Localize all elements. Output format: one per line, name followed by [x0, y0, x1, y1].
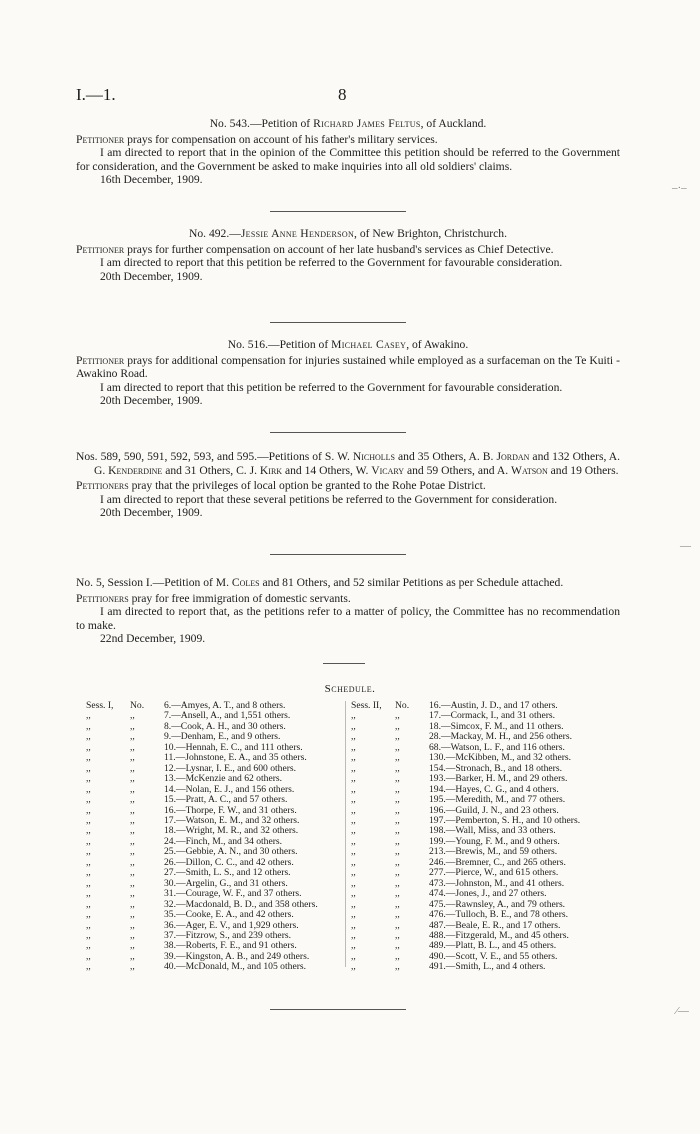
session-label: ,, [86, 773, 91, 785]
number-label: ,, [395, 919, 400, 931]
session-label: ,, [86, 888, 91, 900]
petition-entry: 16.—Austin, J. D., and 17 others. [429, 700, 558, 711]
schedule-entry [86, 910, 338, 920]
petition-entry: 14.—Nolan, E. J., and 156 others. [164, 783, 295, 795]
number-label: ,, [395, 950, 400, 962]
session-label: ,, [86, 783, 91, 795]
petition-entry: 193.—Barker, H. M., and 29 others. [429, 773, 568, 785]
petition-entry: 16.—Thorpe, F. W., and 31 others. [164, 804, 297, 816]
petition-title: Nos. 589, 590, 591, 592, 593, and 595.—Petitions of S. W. Nicholls and 35 Others, A. B. Jordan and 132 Others, A. G. Kenderdine and 31 Others, C. J. Kirk and 14 Others, W. Vicary and 59 Others, and A. Watson and 19 Others. [76, 450, 621, 477]
number-label: ,, [130, 752, 135, 764]
number-label: ,, [130, 867, 135, 879]
session-label: ,, [351, 940, 356, 952]
session-label: ,, [86, 762, 91, 774]
petition-entry: 8.—Cook, A. H., and 30 others. [164, 720, 286, 732]
petition-entry: 26.—Dillon, C. C., and 42 others. [164, 856, 294, 868]
petition-entry: 40.—McDonald, M., and 105 others. [164, 961, 307, 973]
number-label: ,, [130, 825, 135, 837]
number-label: ,, [395, 752, 400, 764]
number-label: ,, [130, 741, 135, 753]
schedule-session-1-list [86, 701, 338, 973]
number-label: ,, [130, 846, 135, 858]
number-label: ,, [130, 720, 135, 732]
petition-entry: 25.—Gebbie, A. N., and 30 others. [164, 846, 298, 858]
number-label: ,, [395, 846, 400, 858]
report-date: 20th December, 1909. [100, 394, 203, 407]
petition-entry: 6.—Amyes, A. T., and 8 others. [164, 700, 286, 711]
petition-entry: 36.—Ager, E. V., and 1,929 others. [164, 919, 299, 931]
number-label: ,, [395, 898, 400, 910]
session-label: ,, [351, 846, 356, 858]
session-label: ,, [86, 856, 91, 868]
petition-entry: 30.—Argelin, G., and 31 others. [164, 877, 288, 889]
schedule-entry [351, 910, 621, 920]
committee-report: I am directed to report that these several petitions be referred to the Government for consideration. [100, 492, 558, 506]
session-label: ,, [86, 741, 91, 753]
margin-scan-mark: ⁄— [676, 1005, 689, 1017]
petition-prayer: Petitioners pray for free immigration of domestic servants. [76, 591, 351, 605]
session-label: ,, [86, 825, 91, 837]
schedule-heading: Schedule. [324, 683, 376, 695]
session-label: ,, [86, 720, 91, 732]
petition-entry: 196.—Guild, J. N., and 23 others. [429, 804, 559, 816]
petition-title: No. 492.—Jessie Anne Henderson, of New Brighton, Christchurch. [189, 227, 507, 240]
petition-entry: 487.—Beale, E. R., and 17 others. [429, 919, 561, 931]
section-divider [323, 663, 365, 664]
petition-entry: 194.—Hayes, C. G., and 4 others. [429, 783, 559, 795]
petition-543 [76, 117, 620, 187]
number-label: ,, [130, 929, 135, 941]
section-divider [270, 554, 406, 555]
session-label: ,, [351, 877, 356, 889]
number-label: ,, [130, 773, 135, 785]
end-rule [270, 1009, 406, 1010]
session-label: Sess. I, [86, 700, 114, 711]
schedule-entry [351, 795, 621, 805]
session-label: ,, [351, 814, 356, 826]
session-label: ,, [351, 929, 356, 941]
number-label: ,, [130, 888, 135, 900]
number-label: ,, [130, 762, 135, 774]
section-divider [270, 211, 406, 212]
number-label: ,, [130, 794, 135, 806]
petition-entry: 246.—Bremner, C., and 265 others. [429, 856, 566, 868]
schedule-entry [351, 962, 621, 972]
session-label: ,, [86, 919, 91, 931]
committee-report: I am directed to report that this petition be referred to the Government for favourable consideration. [100, 256, 563, 269]
petition-entry: 476.—Tulloch, B. E., and 78 others. [429, 909, 569, 921]
petition-entry: 13.—McKenzie and 62 others. [164, 773, 283, 785]
petitioner-name: Richard James Feltus [313, 117, 421, 130]
petition-entry: 130.—McKibben, M., and 32 others. [429, 752, 572, 764]
number-label: ,, [395, 794, 400, 806]
number-label: ,, [130, 835, 135, 847]
petition-516 [76, 338, 620, 408]
number-label: ,, [395, 825, 400, 837]
number-label: ,, [395, 731, 400, 743]
petition-entry: 15.—Pratt, A. C., and 57 others. [164, 794, 288, 806]
petition-entry: 154.—Stronach, B., and 18 others. [429, 762, 562, 774]
report-date: 20th December, 1909. [100, 269, 203, 283]
number-label: ,, [130, 783, 135, 795]
number-label: ,, [130, 950, 135, 962]
page-number: 8 [338, 85, 347, 104]
session-label: ,, [86, 877, 91, 889]
session-label: ,, [86, 804, 91, 816]
number-label: ,, [395, 940, 400, 952]
petition-entry: 37.—Fitzrow, S., and 239 others. [164, 929, 292, 941]
petition-entry: 475.—Rawnsley, A., and 79 others. [429, 898, 566, 910]
petition-entry: 17.—Cormack, I., and 31 others. [429, 710, 556, 722]
report-date: 22nd December, 1909. [100, 632, 206, 645]
session-label: ,, [86, 794, 91, 806]
petition-entry: 38.—Roberts, F. E., and 91 others. [164, 940, 297, 952]
margin-scan-mark: — [680, 540, 691, 552]
session-label: ,, [86, 752, 91, 764]
number-label: ,, [130, 919, 135, 931]
session-label: ,, [351, 919, 356, 931]
petition-entry: 198.—Wall, Miss, and 33 others. [429, 825, 556, 837]
schedule-column-divider [345, 701, 346, 967]
number-label: ,, [130, 877, 135, 889]
petition-entry: 28.—Mackay, M. H., and 256 others. [429, 731, 572, 743]
session-label: ,, [86, 846, 91, 858]
number-label: ,, [395, 888, 400, 900]
number-label: ,, [395, 877, 400, 889]
committee-report: I am directed to report that, as the petitions refer to a matter of policy, the Committee has no recommendation to make. [76, 605, 620, 632]
number-label: ,, [395, 762, 400, 774]
session-label: Sess. II, [351, 700, 382, 711]
number-label: ,, [395, 835, 400, 847]
committee-report: I am directed to report that in the opinion of the Committee this petition should be referred to the Government for consideration, and the Government be asked to make inquiries into all old soldiers' claims. [76, 146, 620, 173]
schedule-entry [86, 795, 338, 805]
petition-entry: 35.—Cooke, E. A., and 42 others. [164, 909, 294, 921]
number-label: ,, [130, 731, 135, 743]
number-label: ,, [130, 856, 135, 868]
petition-entry: 10.—Hennah, E. C., and 111 others. [164, 741, 303, 753]
number-label: ,, [130, 710, 135, 722]
number-label: ,, [395, 804, 400, 816]
petition-entry: 199.—Young, F. M., and 9 others. [429, 835, 560, 847]
petition-prayer: Petitioner prays for further compensation on account of her late husband's services as Chief Detective. [76, 242, 554, 256]
number-label: ,, [395, 867, 400, 879]
session-label: ,, [351, 961, 356, 973]
petition-entry: 213.—Brewis, M., and 59 others. [429, 846, 558, 858]
session-label: ,, [86, 909, 91, 921]
petition-entry: 9.—Denham, E., and 9 others. [164, 731, 281, 743]
petition-5-session-1 [76, 576, 620, 646]
session-label: ,, [86, 940, 91, 952]
session-label: ,, [86, 835, 91, 847]
margin-scan-mark: –·– [672, 182, 687, 194]
petition-entry: 27.—Smith, L. S., and 12 others. [164, 867, 291, 879]
petition-entry: 473.—Johnston, M., and 41 others. [429, 877, 565, 889]
petition-prayer: Petitioners pray that the privileges of local option be granted to the Rohe Potae District. [76, 479, 486, 492]
petition-entry: 489.—Platt, B. L., and 45 others. [429, 940, 557, 952]
session-label: ,, [351, 825, 356, 837]
number-label: ,, [395, 929, 400, 941]
number-label: ,, [395, 720, 400, 732]
session-label: ,, [351, 762, 356, 774]
session-label: ,, [351, 909, 356, 921]
session-label: ,, [351, 741, 356, 753]
number-label: ,, [395, 710, 400, 722]
paper-reference: I.—1. [76, 85, 116, 104]
petition-title: No. 5, Session I.—Petition of M. Coles and 81 Others, and 52 similar Petitions as per Schedule attached. [76, 576, 564, 589]
petition-entry: 31.—Courage, W. F., and 37 others. [164, 888, 302, 900]
petition-entry: 32.—Macdonald, B. D., and 358 others. [164, 898, 318, 910]
number-label: ,, [130, 909, 135, 921]
session-label: ,, [351, 856, 356, 868]
number-label: No. [395, 700, 410, 711]
petition-492 [76, 227, 620, 283]
section-divider [270, 432, 406, 433]
petition-entry: 491.—Smith, L., and 4 others. [429, 961, 546, 973]
number-label: ,, [395, 814, 400, 826]
schedule-entry [86, 962, 338, 972]
petition-prayer: Petitioner prays for additional compensation for injuries sustained while employed as a surfaceman on the Te Kuiti - Awakino Road. [76, 353, 620, 380]
petition-prayer: Petitioner prays for compensation on account of his father's military services. [76, 132, 438, 146]
number-label: ,, [130, 898, 135, 910]
number-label: ,, [130, 940, 135, 952]
petition-entry: 488.—Fitzgerald, M., and 45 others. [429, 929, 569, 941]
session-label: ,, [86, 710, 91, 722]
number-label: ,, [130, 804, 135, 816]
session-label: ,, [86, 867, 91, 879]
session-label: ,, [351, 752, 356, 764]
report-date: 20th December, 1909. [100, 506, 203, 519]
session-label: ,, [86, 929, 91, 941]
session-label: ,, [86, 961, 91, 973]
session-label: ,, [351, 783, 356, 795]
number-label: ,, [395, 783, 400, 795]
session-label: ,, [351, 867, 356, 879]
petition-entry: 18.—Simcox, F. M., and 11 others. [429, 720, 564, 732]
section-divider [270, 322, 406, 323]
petition-title: No. 543.—Petition of Richard James Feltus, of Auckland. [209, 117, 487, 130]
committee-report: I am directed to report that this petition be referred to the Government for favourable consideration. [100, 380, 563, 394]
petition-entry: 68.—Watson, L. F., and 116 others. [429, 741, 565, 753]
petition-entry: 474.—Jones, J., and 27 others. [429, 888, 547, 900]
number-label: ,, [395, 909, 400, 921]
number-label: ,, [395, 741, 400, 753]
session-label: ,, [351, 720, 356, 732]
petitions-589-595 [76, 450, 620, 520]
session-label: ,, [86, 950, 91, 962]
petition-entry: 197.—Pemberton, S. H., and 10 others. [429, 814, 581, 826]
petitioner-name: Jessie Anne Henderson [240, 227, 355, 240]
petition-entry: 195.—Meredith, M., and 77 others. [429, 794, 566, 806]
number-label: ,, [395, 856, 400, 868]
session-label: ,, [351, 804, 356, 816]
schedule-session-2-list [351, 701, 621, 973]
petition-entry: 7.—Ansell, A., and 1,551 others. [164, 710, 291, 722]
petitioner-name: Michael Casey [331, 338, 407, 351]
petition-entry: 277.—Pierce, W., and 615 others. [429, 867, 559, 879]
number-label: No. [130, 700, 145, 711]
session-label: ,, [351, 710, 356, 722]
report-date: 16th December, 1909. [100, 173, 203, 186]
session-label: ,, [86, 731, 91, 743]
session-label: ,, [351, 773, 356, 785]
session-label: ,, [351, 888, 356, 900]
number-label: ,, [395, 961, 400, 973]
session-label: ,, [351, 731, 356, 743]
petition-entry: 490.—Scott, V. E., and 55 others. [429, 950, 558, 962]
session-label: ,, [351, 835, 356, 847]
session-label: ,, [351, 794, 356, 806]
petition-entry: 11.—Johnstone, E. A., and 35 others. [164, 752, 307, 764]
petition-entry: 17.—Watson, E. M., and 32 others. [164, 814, 300, 826]
session-label: ,, [86, 814, 91, 826]
petition-entry: 12.—Lysnar, I. E., and 600 others. [164, 762, 297, 774]
petition-entry: 39.—Kingston, A. B., and 249 others. [164, 950, 310, 962]
number-label: ,, [395, 773, 400, 785]
session-label: ,, [86, 898, 91, 910]
petition-title: No. 516.—Petition of Michael Casey, of Awakino. [227, 338, 469, 351]
petition-entry: 24.—Finch, M., and 34 others. [164, 835, 283, 847]
number-label: ,, [130, 961, 135, 973]
number-label: ,, [130, 814, 135, 826]
petition-entry: 18.—Wright, M. R., and 32 others. [164, 825, 299, 837]
session-label: ,, [351, 950, 356, 962]
session-label: ,, [351, 898, 356, 910]
